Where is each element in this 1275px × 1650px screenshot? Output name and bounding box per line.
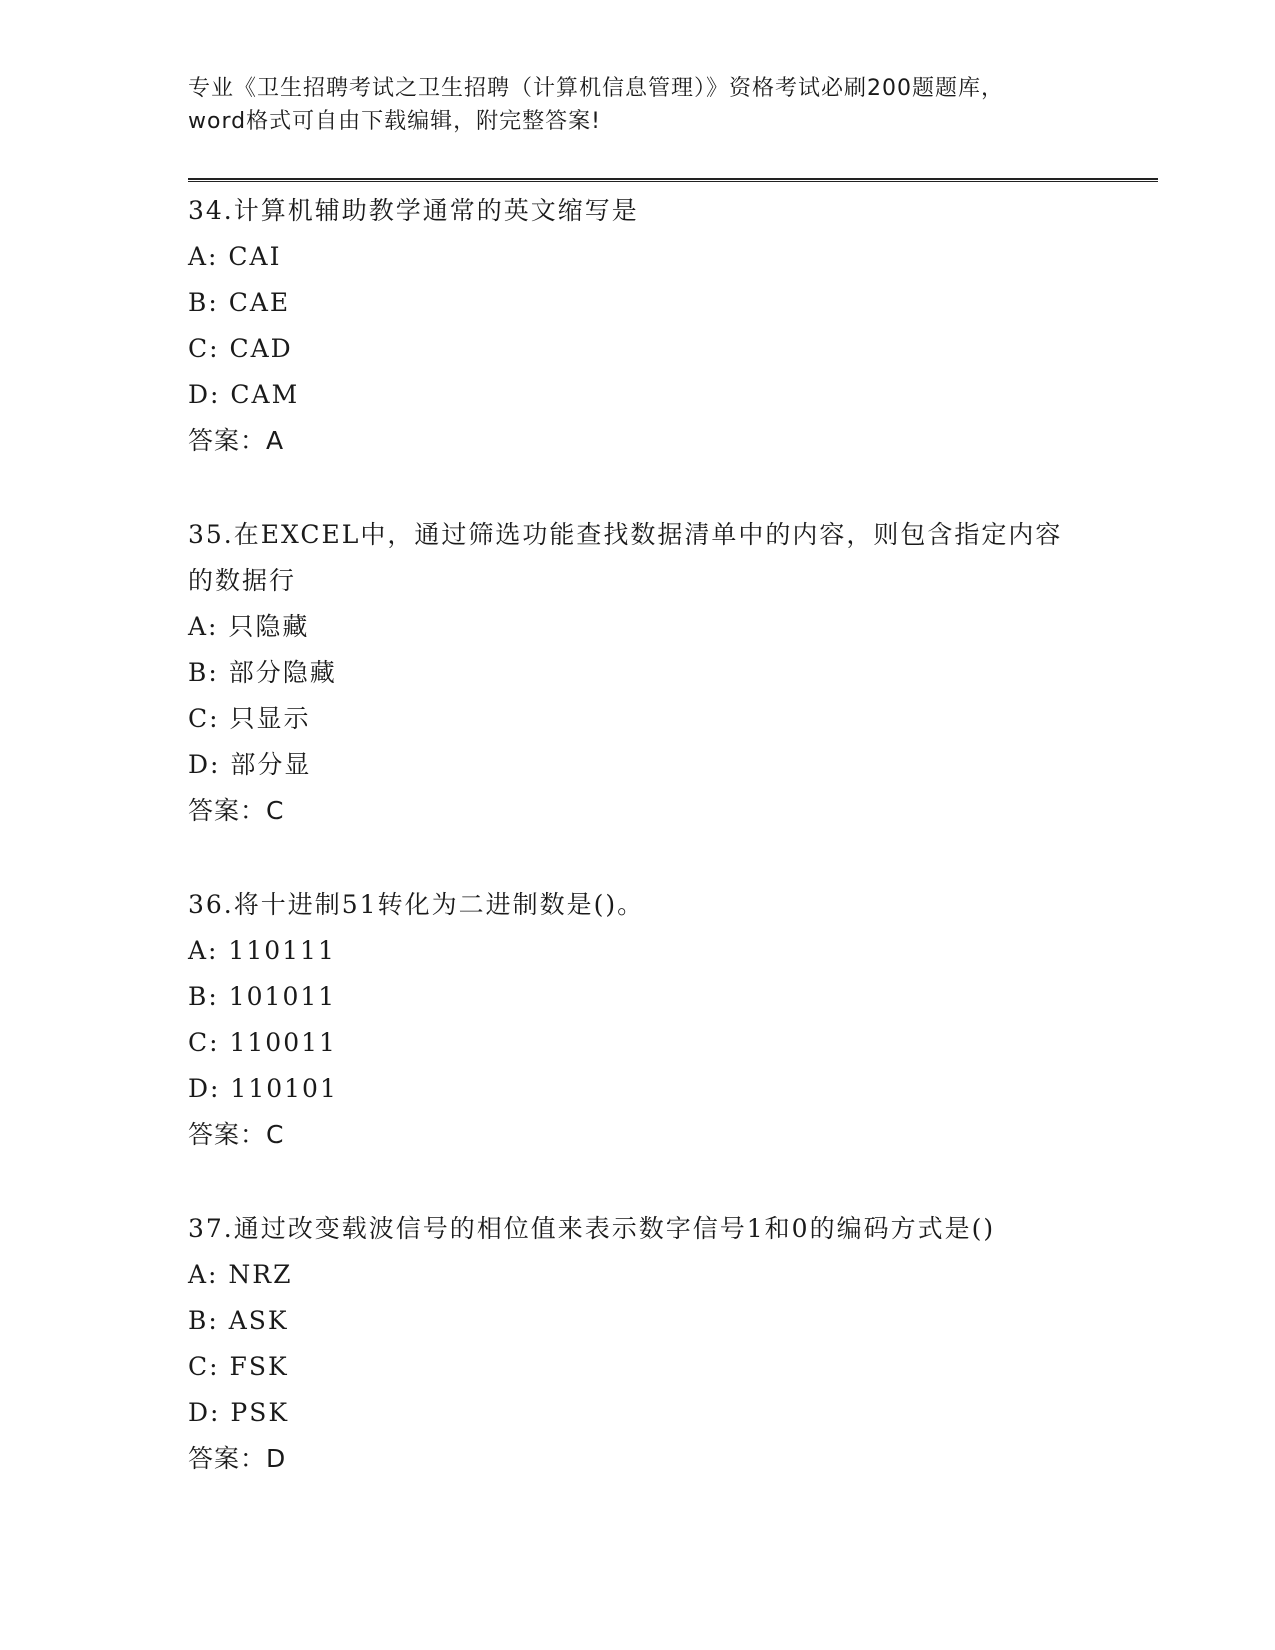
question-37 <box>188 1206 1088 1482</box>
option-b: B: CAE <box>188 288 291 317</box>
option-d: D: PSK <box>188 1398 290 1427</box>
option-a: A: 只隐藏 <box>188 612 310 641</box>
header-title-line: 专业《卫生招聘考试之卫生招聘（计算机信息管理）》资格考试必刷200题题库， <box>188 76 1004 101</box>
option-b: B: 101011 <box>188 982 337 1011</box>
option-a: A: CAI <box>188 242 282 271</box>
answer-text: 答案：C <box>188 796 285 825</box>
document-header <box>188 72 1088 138</box>
option-a: A: NRZ <box>188 1260 293 1289</box>
question-35 <box>188 512 1088 834</box>
option-c: C: CAD <box>188 334 293 363</box>
header-subtitle-line: word格式可自由下载编辑，附完整答案! <box>188 109 601 134</box>
question-text: 34.计算机辅助教学通常的英文缩写是 <box>188 196 639 225</box>
option-a: A: 110111 <box>188 936 336 965</box>
question-text: 35.在EXCEL中，通过筛选功能查找数据清单中的内容，则包含指定内容的数据行 <box>188 520 1063 595</box>
option-d: D: CAM <box>188 380 300 409</box>
option-d: D: 110101 <box>188 1074 338 1103</box>
option-b: B: ASK <box>188 1306 289 1335</box>
option-c: C: FSK <box>188 1352 289 1381</box>
question-text: 36.将十进制51转化为二进制数是()。 <box>188 890 645 919</box>
option-b: B: 部分隐藏 <box>188 658 337 687</box>
question-36 <box>188 882 1088 1158</box>
header-divider <box>188 178 1158 182</box>
answer-text: 答案：D <box>188 1444 287 1473</box>
option-c: C: 110011 <box>188 1028 337 1057</box>
option-d: D: 部分显 <box>188 750 312 779</box>
question-list <box>188 188 1088 1530</box>
answer-text: 答案：C <box>188 1120 285 1149</box>
question-text: 37.通过改变载波信号的相位值来表示数字信号1和0的编码方式是() <box>188 1214 996 1243</box>
option-c: C: 只显示 <box>188 704 311 733</box>
question-34 <box>188 188 1088 464</box>
answer-text: 答案：A <box>188 426 285 455</box>
